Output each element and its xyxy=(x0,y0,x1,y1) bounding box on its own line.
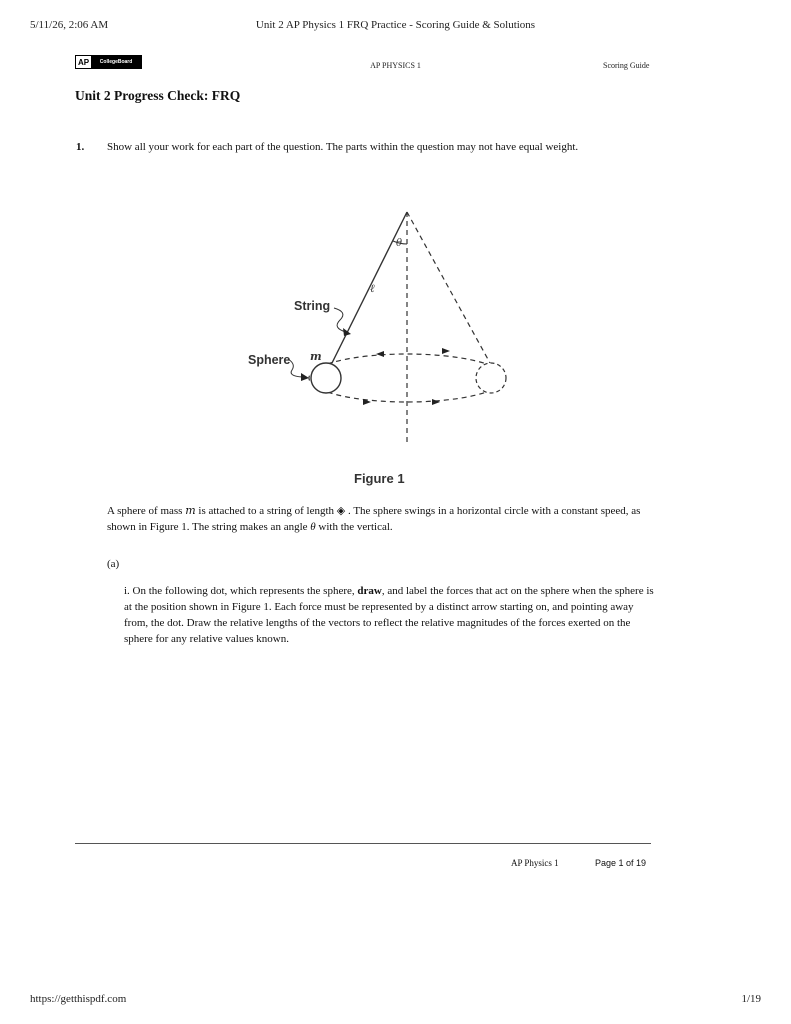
path-arrow-bottom-right xyxy=(432,399,440,405)
label-sphere: Sphere xyxy=(248,353,291,367)
question-instructions: Show all your work for each part of the question. The parts within the question may not have equal weight. xyxy=(107,141,579,153)
figure-caption: Figure 1 xyxy=(354,471,405,486)
path-arrow-top-right xyxy=(442,348,450,354)
figure-ref: 1 xyxy=(181,521,187,533)
intro-text-1: A sphere of mass xyxy=(107,505,186,517)
print-document-title: Unit 2 AP Physics 1 FRQ Practice - Scoring Guide & Solutions xyxy=(255,19,536,31)
footer-course: AP Physics 1 xyxy=(511,858,559,868)
label-length: ℓ xyxy=(370,282,375,295)
footer-page-number: Page 1 of 19 xyxy=(595,858,647,868)
string-pointer xyxy=(334,308,346,332)
collegeboard-logo-text: CollegeBoard xyxy=(91,56,141,68)
header-scoring-guide: Scoring Guide xyxy=(603,61,650,70)
part-a-i-figure-ref: 1 xyxy=(263,601,269,613)
print-datetime: 5/11/26, 2:06 AM xyxy=(30,19,109,31)
label-m: m xyxy=(310,350,322,363)
part-a-label: (a) xyxy=(107,558,120,570)
problem-statement xyxy=(107,503,652,535)
footer-divider xyxy=(75,843,651,844)
label-string: String xyxy=(294,299,331,313)
page-title: Unit 2 Progress Check: FRQ xyxy=(75,88,241,103)
part-a-i-draw: draw xyxy=(357,585,382,597)
label-theta: θ xyxy=(396,238,403,249)
sphere-pointer-arrowhead xyxy=(301,373,309,381)
part-a-i-text-1: i. On the following dot, which represents the sphere, xyxy=(124,585,358,597)
intro-text-3: . The sphere swings in a horizontal circle with a constant speed, as shown in Figure xyxy=(107,505,641,533)
print-page-count: 1/19 xyxy=(741,993,761,1005)
ap-logo-text: AP xyxy=(78,57,90,67)
part-a-i-prompt xyxy=(124,583,654,647)
mass-symbol: m xyxy=(185,504,196,517)
part-a-i-text-3: . Each force must be represented by a distinct arrow starting on, and pointing away from, the dot. Draw the relative lengths of the vectors to reflect the relative magnitudes of the forces exerted on the sphere for any relative values known. xyxy=(124,601,634,645)
length-symbol: ◈ xyxy=(336,505,346,517)
part-a-i-text-2: , and label the forces that act on the sphere when the sphere is at the position shown in Figure xyxy=(124,585,654,613)
conical-pendulum-figure xyxy=(230,200,550,500)
far-string-line xyxy=(407,212,490,363)
path-arrow-top-left xyxy=(376,351,384,357)
theta-symbol: θ xyxy=(310,521,316,533)
intro-text-2: is attached to a string of length xyxy=(195,505,337,517)
header-course: AP PHYSICS 1 xyxy=(370,61,421,70)
print-url: https://getthispdf.com xyxy=(30,993,127,1005)
sphere-dashed xyxy=(476,363,506,393)
intro-text-5: with the vertical. xyxy=(315,521,393,533)
sphere-solid xyxy=(311,363,341,393)
string-pointer-arrowhead xyxy=(343,328,351,336)
intro-text-4: . The string makes an angle xyxy=(186,521,311,533)
question-number: 1. xyxy=(76,141,85,153)
